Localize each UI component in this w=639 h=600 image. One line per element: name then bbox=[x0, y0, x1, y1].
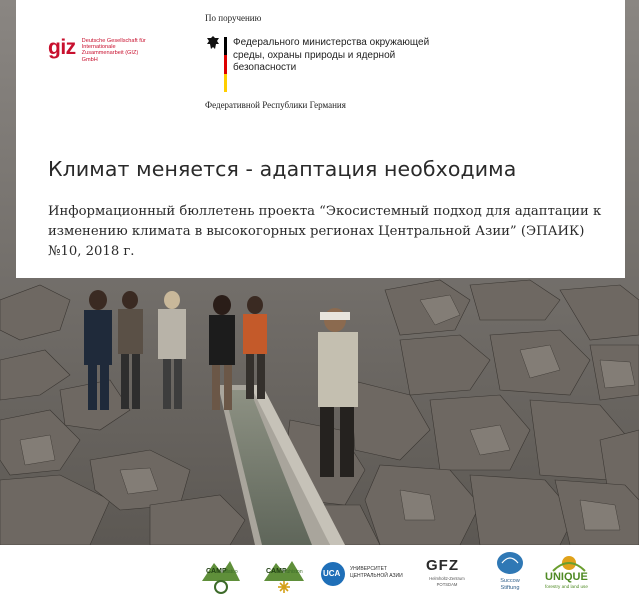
camp-alatoo-text: CAMP bbox=[206, 568, 227, 575]
gfz-text: GFZ bbox=[426, 557, 459, 574]
camp-kuhiston-logo bbox=[262, 555, 306, 595]
title-card bbox=[16, 0, 625, 278]
unique-logo bbox=[543, 553, 595, 593]
newsletter-subtitle: Информационный бюллетень проекта “Экосистемный подход для адаптации к изменению климата в высокогорных регионах Центральной Азии” (ЭПАИК) №10, 2018 г. bbox=[48, 204, 602, 259]
partner-logos bbox=[0, 545, 639, 600]
page-title: Климат меняется - адаптация необходима bbox=[48, 157, 517, 181]
unique-sub: forestry and land use bbox=[545, 584, 588, 589]
commission-label: По поручению bbox=[205, 13, 262, 23]
unique-text: UNIQUE bbox=[545, 571, 588, 583]
uca-abbr: UCA bbox=[323, 569, 341, 578]
camp-kuhiston-sub: kuhiston bbox=[284, 569, 303, 575]
ministry-name: Федерального министерства окружающей среды, охраны природы и ядерной безопасности bbox=[233, 37, 430, 73]
succow-logo bbox=[490, 551, 530, 595]
gfz-sub: Helmholtz-Zentrum POTSDAM bbox=[429, 576, 465, 587]
camp-alatoo-logo bbox=[200, 555, 242, 595]
federal-eagle-icon bbox=[206, 35, 220, 51]
succow-text: Succow Stiftung bbox=[500, 578, 520, 591]
giz-full-name: Deutsche Gesellschaft für Internationale Zusammenarbeit (GIZ) GmbH bbox=[81, 38, 146, 63]
giz-logo bbox=[48, 38, 154, 63]
giz-wordmark: giz bbox=[48, 36, 76, 59]
camp-alatoo-sub: alatoo bbox=[224, 569, 238, 575]
gfz-logo bbox=[422, 557, 472, 593]
camp-kuhiston-text: CAMP bbox=[266, 568, 287, 575]
uca-name: УНИВЕРСИТЕТ ЦЕНТРАЛЬНОЙ АЗИИ bbox=[350, 566, 403, 579]
uca-logo bbox=[320, 561, 410, 589]
german-flag-bar bbox=[224, 37, 227, 92]
country-label: Федеративной Республики Германия bbox=[205, 100, 346, 110]
